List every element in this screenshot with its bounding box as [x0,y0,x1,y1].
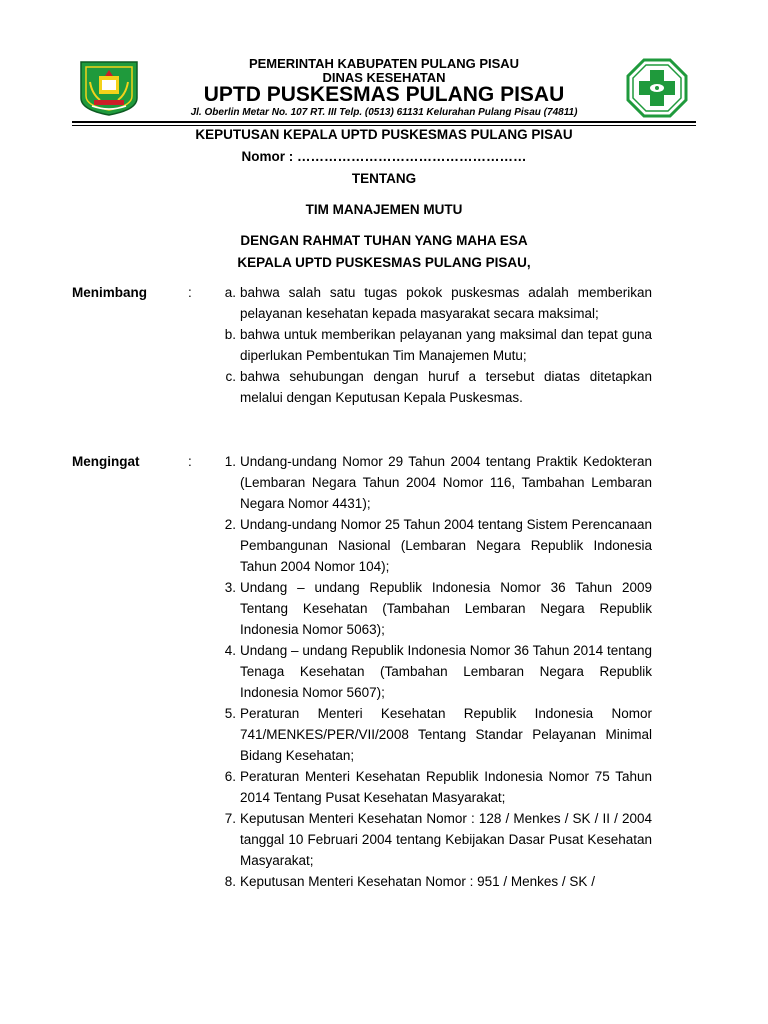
list-item [214,514,652,577]
list-text: Peraturan Menteri Kesehatan Republik Indonesia Nomor 741/MENKES/PER/VII/2008 Tentang Standar Pelayanan Minimal Bidang Kesehatan; [240,706,652,763]
list-item [214,871,652,892]
decree-about: TENTANG [351,171,417,186]
institution-name: UPTD PUSKESMAS PULANG PISAU [203,83,565,106]
list-marker: 8. [224,874,236,889]
list-item [214,640,652,703]
menimbang-list [214,282,652,408]
department-name: DINAS KESEHATAN [322,70,446,85]
mengingat-label: Mengingat [72,454,140,469]
list-item [214,808,652,871]
list-marker: 3. [224,580,236,595]
list-marker: c. [225,369,236,384]
menimbang-label: Menimbang [72,285,148,300]
list-marker: a. [224,285,236,300]
list-marker: 5. [224,706,236,721]
list-text: Undang-undang Nomor 29 Tahun 2004 tentang Praktik Kedokteran (Lembaran Negara Tahun 2004 Nomor 116, Tambahan Lembaran Negara Nomor 4431); [240,454,652,511]
list-item [214,703,652,766]
letterhead [0,52,768,122]
list-text: Undang – undang Republik Indonesia Nomor 36 Tahun 2014 tentang Tenaga Kesehatan (Tambahan Lembaran Negara Republik Indonesia Nomor 5607); [240,643,652,700]
letterhead-rule-thin [72,125,696,126]
list-text: Peraturan Menteri Kesehatan Republik Indonesia Nomor 75 Tahun 2014 Tentang Pusat Kesehatan Masyarakat; [240,769,652,805]
list-item [214,366,652,408]
list-item [214,282,652,324]
list-marker: 2. [224,517,236,532]
decree-number: Nomor : …………………………………………… [241,149,527,164]
list-marker: 4. [224,643,236,658]
list-marker: 7. [224,811,236,826]
institution-address: Jl. Oberlin Metar No. 107 RT. III Telp. (0513) 61131 Kelurahan Pulang Pisau (74811) [190,107,578,118]
government-name: PEMERINTAH KABUPATEN PULANG PISAU [248,56,520,71]
list-text: Undang – undang Republik Indonesia Nomor 36 Tahun 2009 Tentang Kesehatan (Tambahan Lembaran Negara Republik Indonesia Nomor 5063); [240,580,652,637]
list-item [214,577,652,640]
list-text: Keputusan Menteri Kesehatan Nomor : 951 / Menkes / SK / [240,874,595,889]
list-text: bahwa untuk memberikan pelayanan yang maksimal dan tepat guna diperlukan Pembentukan Tim Manajemen Mutu; [240,327,652,363]
decree-head: KEPALA UPTD PUSKESMAS PULANG PISAU, [237,255,531,270]
regency-crest-icon [78,58,140,116]
list-item [214,766,652,808]
mengingat-colon: : [188,454,192,469]
list-text: Undang-undang Nomor 25 Tahun 2004 tentang Sistem Perencanaan Pembangunan Nasional (Lembaran Negara Republik Indonesia Tahun 2004 Nomor 104); [240,517,652,574]
list-text: bahwa sehubungan dengan huruf a tersebut diatas ditetapkan melalui dengan Keputusan Kepala Puskesmas. [240,369,652,405]
list-marker: b. [224,327,236,342]
decree-subject: TIM MANAJEMEN MUTU [305,202,463,217]
decree-grace: DENGAN RAHMAT TUHAN YANG MAHA ESA [240,233,528,248]
list-text: Keputusan Menteri Kesehatan Nomor : 128 / Menkes / SK / II / 2004 tanggal 10 Februari 2004 tentang Kebijakan Dasar Pusat Kesehatan Masyarakat; [240,811,652,868]
list-text: bahwa salah satu tugas pokok puskesmas adalah memberikan pelayanan kesehatan kepada masyarakat secara maksimal; [240,285,652,321]
mengingat-list [214,451,652,892]
decree-title: KEPUTUSAN KEPALA UPTD PUSKESMAS PULANG PISAU [195,127,573,142]
list-marker: 1. [224,454,236,469]
list-marker: 6. [224,769,236,784]
list-item [214,324,652,366]
letterhead-rule-thick [72,121,696,123]
menimbang-colon: : [188,285,192,300]
list-item [214,451,652,514]
puskesmas-cross-icon [626,58,688,118]
